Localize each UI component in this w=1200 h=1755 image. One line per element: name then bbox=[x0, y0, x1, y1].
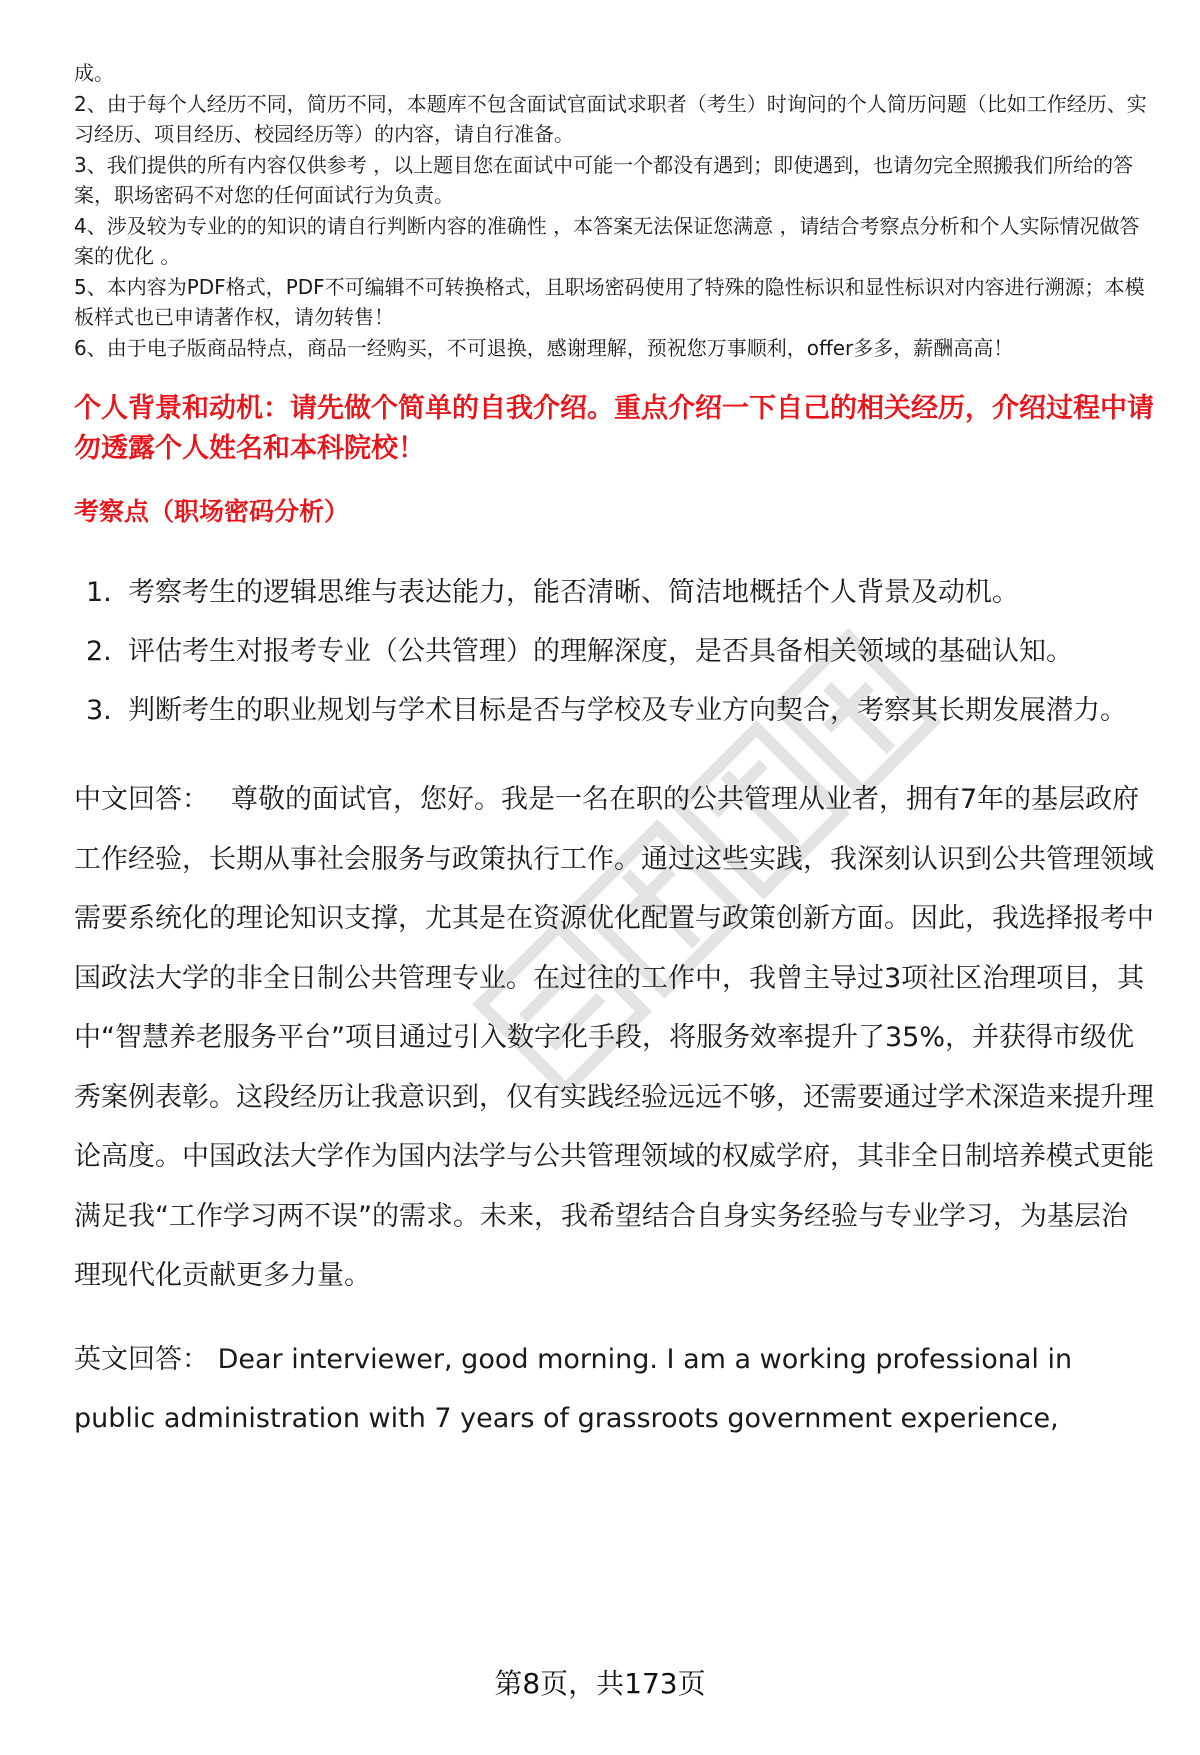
question-heading: 个人背景和动机：请先做个简单的自我介绍。重点介绍一下自己的相关经历，介绍过程中请勿透露个人姓名和本科院校！ bbox=[74, 393, 1154, 464]
page-content bbox=[74, 58, 1154, 1449]
list-item bbox=[74, 622, 1154, 681]
disclaimer-notes bbox=[74, 58, 1154, 363]
list-text: 评估考生对报考专业（公共管理）的理解深度，是否具备相关领域的基础认知。 bbox=[128, 636, 1073, 667]
english-answer bbox=[74, 1330, 1154, 1449]
list-item bbox=[74, 681, 1154, 740]
disclaimer-line: 6、由于电子版商品特点，商品一经购买，不可退换，感谢理解，预祝您万事顺利，offer多多，薪酬高高！ bbox=[74, 335, 1014, 360]
chinese-answer-label: 中文回答： bbox=[74, 784, 209, 815]
chinese-answer bbox=[74, 770, 1154, 1306]
disclaimer-line: 5、本内容为PDF格式，PDF不可编辑不可转换格式，且职场密码使用了特殊的隐性标识和显性标识对内容进行溯源；本模板样式也已申请著作权，请勿转售！ bbox=[74, 274, 1145, 329]
list-number: 1. bbox=[86, 577, 112, 608]
list-text: 考察考生的逻辑思维与表达能力，能否清晰、简洁地概括个人背景及动机。 bbox=[128, 577, 1019, 608]
disclaimer-line: 4、涉及较为专业的的知识的请自行判断内容的准确性 ，本答案无法保证您满意 ，请结合考察点分析和个人实际情况做答案的优化 。 bbox=[74, 213, 1140, 268]
list-text: 判断考生的职业规划与学术目标是否与学校及专业方向契合，考察其长期发展潜力。 bbox=[128, 695, 1127, 726]
disclaimer-line: 3、我们提供的所有内容仅供参考 ，以上题目您在面试中可能一个都没有遇到；即使遇到，也请勿完全照搬我们所给的答案，职场密码不对您的任何面试行为负责。 bbox=[74, 152, 1134, 207]
list-number: 3. bbox=[86, 695, 112, 726]
list-item bbox=[74, 563, 1154, 622]
list-number: 2. bbox=[86, 636, 112, 667]
chinese-answer-text: 尊敬的面试官，您好。我是一名在职的公共管理从业者，拥有7年的基层政府工作经验，长期从事社会服务与政策执行工作。通过这些实践，我深刻认识到公共管理领域需要系统化的理论知识支撑，尤其是在资源优化配置与政策创新方面。因此，我选择报考中国政法大学的非全日制公共管理专业。在过往的工作中，我曾主导过3项社区治理项目，其中“智慧养老服务平台”项目通过引入数字化手段，将服务效率提升了35%，并获得市级优秀案例表彰。这段经历让我意识到，仅有实践经验远远不够，还需要通过学术深造来提升理论高度。中国政法大学作为国内法学与公共管理领域的权威学府，其非全日制培养模式更能满足我“工作学习两不误”的需求。未来，我希望结合自身实务经验与专业学习，为基层治理现代化贡献更多力量。 bbox=[74, 784, 1154, 1291]
analysis-points bbox=[74, 563, 1154, 740]
english-answer-text: Dear interviewer, good morning. I am a working professional in public administration with 7 years of grassroots government experience, bbox=[74, 1343, 1073, 1434]
page-number-footer: 第8页，共173页 bbox=[494, 1667, 706, 1700]
disclaimer-line: 成。 bbox=[74, 61, 114, 85]
disclaimer-line: 2、由于每个人经历不同，简历不同，本题库不包含面试官面试求职者（考生）时询问的个人简历问题（比如工作经历、实习经历、项目经历、校园经历等）的内容，请自行准备。 bbox=[74, 91, 1147, 146]
analysis-title: 考察点（职场密码分析） bbox=[74, 497, 350, 526]
english-answer-label: 英文回答： bbox=[74, 1343, 209, 1375]
